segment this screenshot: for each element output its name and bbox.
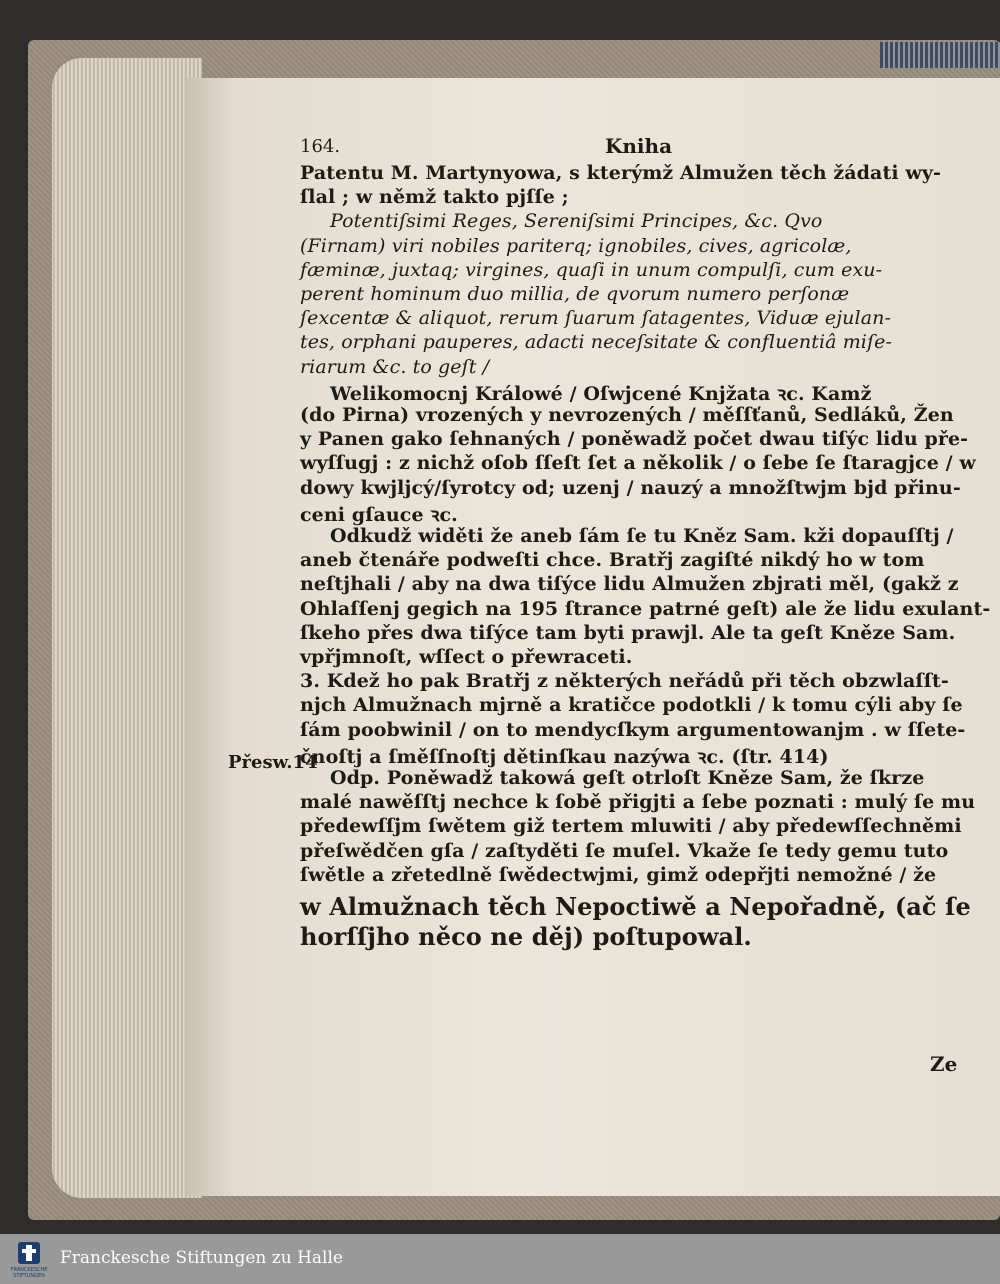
text-line: Ohlaſſenj gegich na 195 ſtrance patrné geſt) ale že lidu exulant- bbox=[300, 597, 991, 620]
text-line: Odkudž widěti že aneb ſám ſe tu Kněz Sam. kži dopauſſtj / bbox=[330, 525, 954, 547]
marginal-note: Přesw.14 bbox=[228, 752, 318, 773]
text-line: Potentiſsimi Reges, Sereniſsimi Principes, &c. Qvo bbox=[330, 210, 823, 233]
logo-icon bbox=[18, 1242, 40, 1264]
text-line: 3. Kdež ho pak Bratřj z některých neřádů při těch obzwlaſſt- bbox=[300, 670, 949, 693]
text-line: předewſſjm ſwětem giž tertem mluwiti / aby předewſſechněmi bbox=[300, 815, 962, 838]
text-line: Odp. Poněwadž takowá geſt otrloſt Kněze Sam, že ſkrze bbox=[330, 767, 925, 789]
institution-name: Franckesche Stiftungen zu Halle bbox=[60, 1248, 343, 1268]
page-header bbox=[300, 134, 965, 162]
text-line: y Panen gako ſehnaných / poněwadž počet dwau tiſýc lidu pře- bbox=[300, 428, 969, 451]
text-line: Welikomocnj Králowé / Oſwjcené Knjžata ꝛc. Kamž bbox=[330, 382, 872, 405]
text-line: malé nawěſſtj nechce k ſobě přigjti a ſebe poznati : mulý ſe mu bbox=[300, 791, 976, 814]
text-line: aneb čtenáře podweſti chce. Bratřj zagiſté nikdý ho w tom bbox=[300, 549, 925, 572]
running-title: Kniha bbox=[605, 134, 673, 158]
text-line: fæminæ, juxtaq; virgines, quaſi in unum compulſi, cum exu- bbox=[300, 258, 883, 281]
text-line: njch Almužnach mjrně a kratičce podotkli / k tomu cýli aby ſe bbox=[300, 694, 963, 717]
text-line: ſkeho přes dwa tiſýce tam byti prawjl. Ale ta geſt Kněze Sam. bbox=[300, 621, 956, 644]
footer-bar bbox=[0, 1234, 1000, 1284]
text-line: Patentu M. Martynyowa, s kterýmž Almužen těch žádati wy- bbox=[300, 162, 941, 184]
text-line: ſexcentæ & aliquot, rerum ſuarum ſatagentes, Viduæ ejulan- bbox=[300, 307, 891, 330]
text-line: ſám poobwinil / on to mendycſkym argumentowanjm . w ſſete- bbox=[300, 718, 966, 741]
page-number: 164. bbox=[300, 136, 341, 157]
headband bbox=[880, 42, 1000, 68]
text-line: (do Pirna) vrozených y nevrozených / měſſťanů, Sedláků, Žen bbox=[300, 404, 954, 426]
institution-logo bbox=[8, 1240, 50, 1280]
text-line: vpřjmnoſt, wſſect o přewraceti. bbox=[300, 646, 633, 668]
text-line: dowy kwjljcý/ſyrotcy od; uzenj / nauzý a množſtwjm bjd přinu- bbox=[300, 476, 961, 499]
text-line: ſlal ; w němž takto pjſſe ; bbox=[300, 186, 569, 209]
page-edges bbox=[52, 58, 202, 1198]
text-line: perent hominum duo millia, de qvorum numero perſonæ bbox=[300, 283, 850, 305]
text-line: tes, orphani pauperes, adacti neceſsitate & confluentiâ miſe- bbox=[300, 331, 892, 354]
text-line: wyſſugj : z nichž oſob ſſeſt ſet a několik / o ſebe ſe ſtaragjce / w bbox=[300, 452, 976, 475]
text-line: w Almužnach těch Nepoctiwě a Nepořadně, (ač ſe bbox=[300, 892, 971, 921]
text-line: ceni gſauce ꝛc. bbox=[300, 503, 458, 526]
text-line: neſtjhali / aby na dwa tiſýce lidu Almužen zbjrati měl, (gakž z bbox=[300, 573, 959, 596]
text-line: horſſjho něco ne děj) poſtupowal. bbox=[300, 922, 752, 952]
text-line: přeſwědčen gſa / zaſtyděti ſe muſel. Vkaže ſe tedy gemu tuto bbox=[300, 839, 949, 862]
catchword: Ze bbox=[930, 1052, 958, 1076]
text-line: ſwětle a zřetedlně ſwědectwjmi, gimž odepřjti nemožné / že bbox=[300, 863, 937, 886]
text-line: čnoſtj a ſměſſnoſtj dětinſkau nazýwa ꝛc. (ſtr. 414) bbox=[300, 745, 829, 768]
text-line: (Firnam) viri nobiles pariterq; ignobiles, cives, agricolæ, bbox=[300, 234, 852, 257]
logo-text: FRANCKESCHE STIFTUNGEN bbox=[10, 1267, 48, 1279]
text-line: riarum &c. to geſt / bbox=[300, 355, 490, 378]
